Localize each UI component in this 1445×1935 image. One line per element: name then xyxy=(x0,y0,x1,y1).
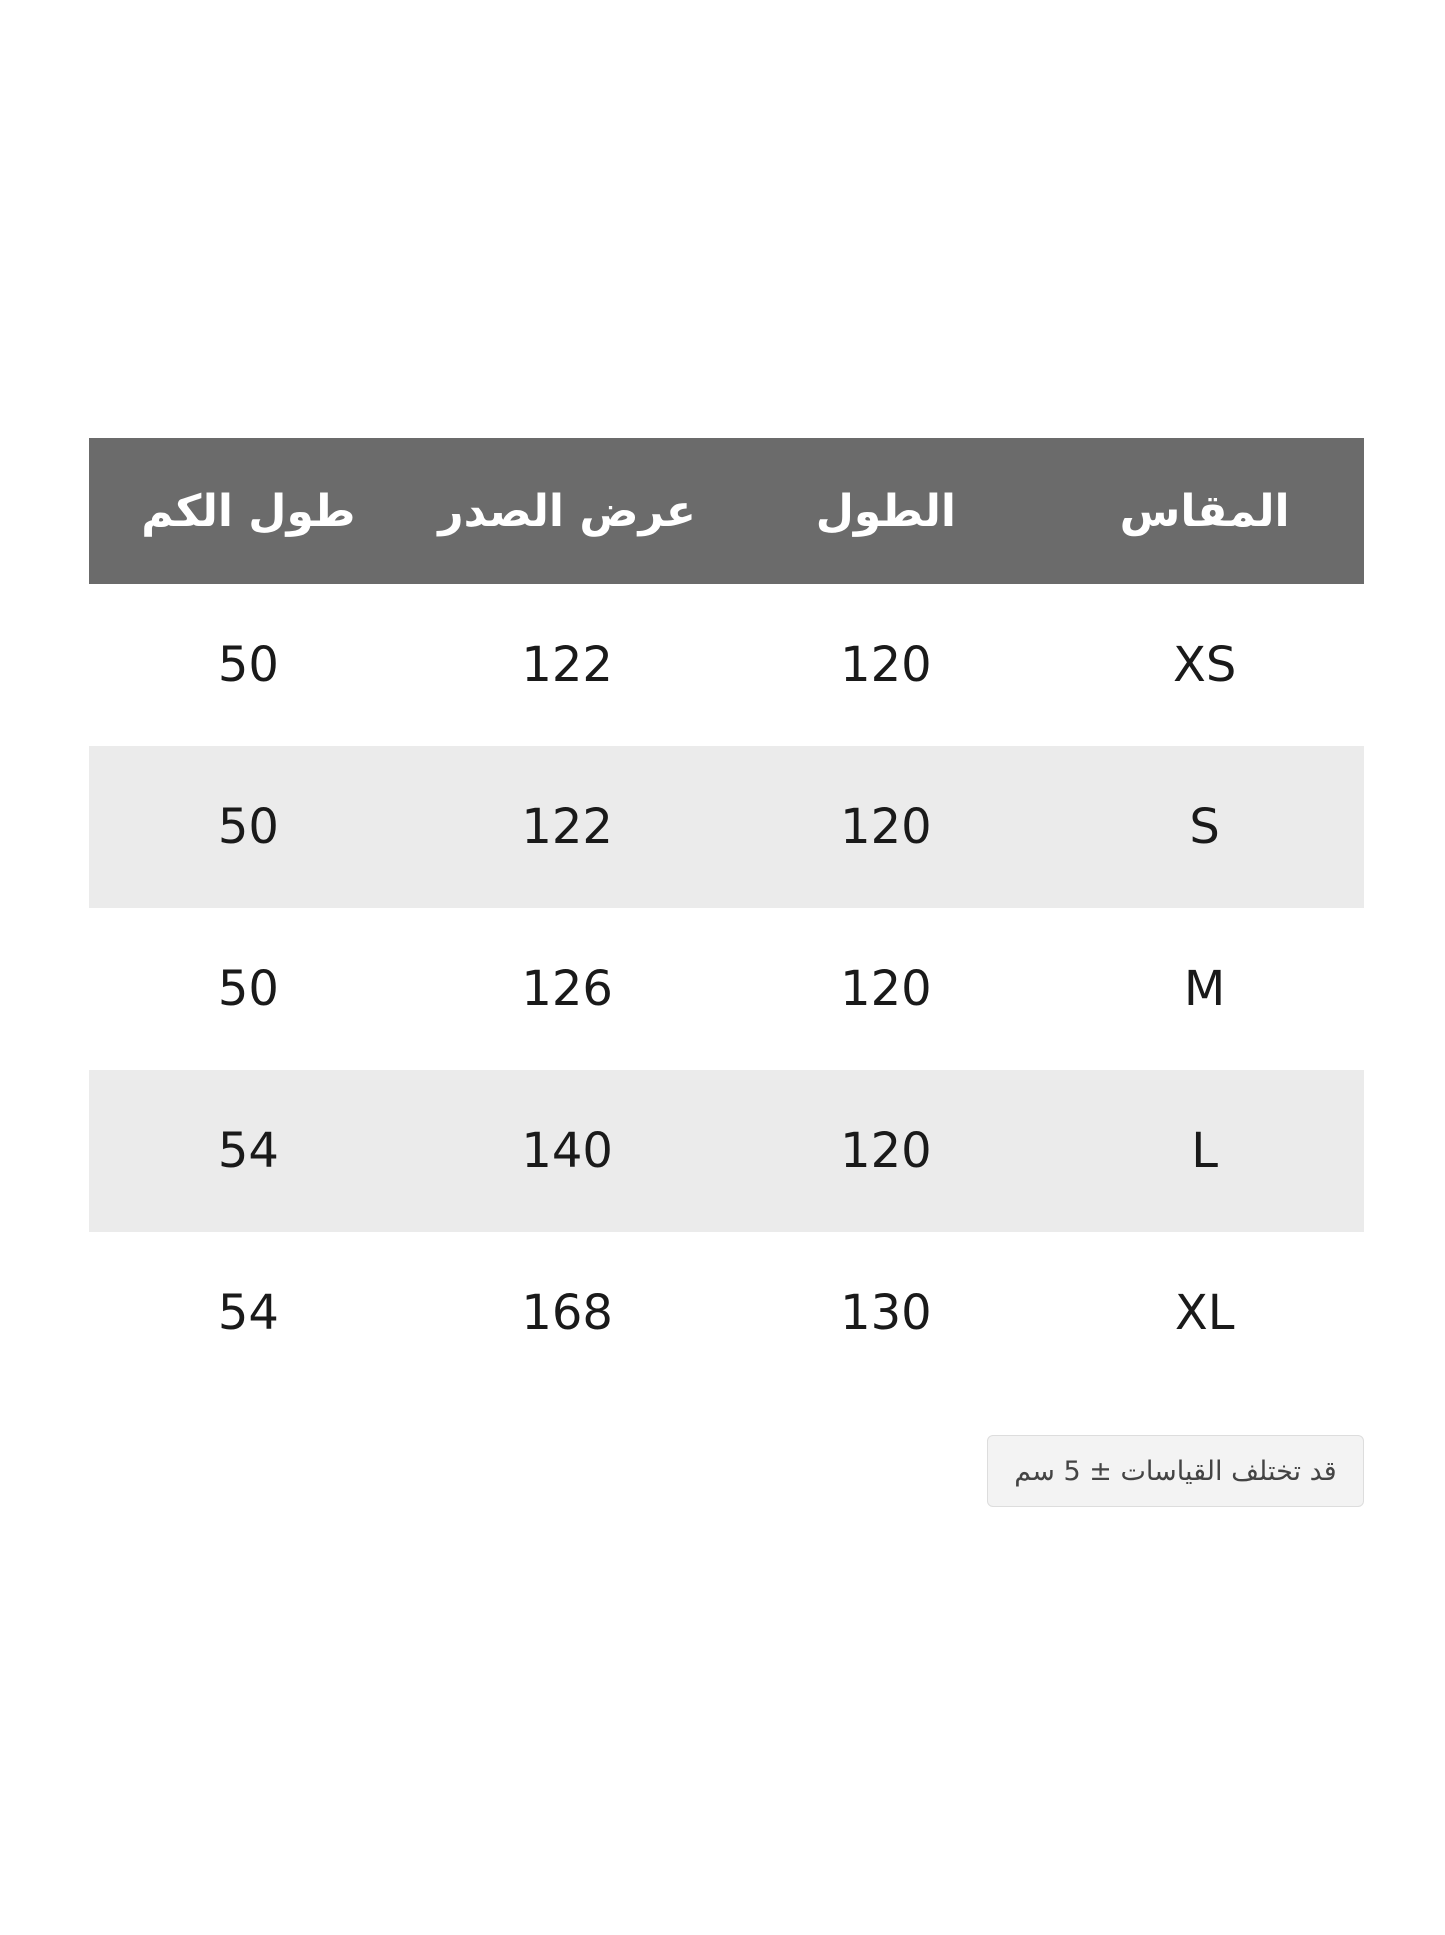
cell-chest-width: 126 xyxy=(521,961,613,1017)
header-chest-width: عرض الصدر xyxy=(438,485,696,537)
size-chart-header xyxy=(89,438,1364,584)
cell-size: XL xyxy=(1174,1285,1235,1341)
cell-sleeve-length: 50 xyxy=(217,799,279,855)
table-row xyxy=(89,1232,1364,1394)
cell-size: S xyxy=(1189,799,1220,855)
header-row xyxy=(89,438,1364,584)
cell-length: 120 xyxy=(840,799,932,855)
measurement-note-text: قد تختلف القياسات ± 5 سم xyxy=(1014,1455,1337,1487)
cell-sleeve-length: 54 xyxy=(217,1285,279,1341)
table-row xyxy=(89,1070,1364,1232)
header-sleeve-length: طول الكم xyxy=(141,485,356,537)
table-row xyxy=(89,746,1364,908)
cell-chest-width: 140 xyxy=(521,1123,613,1179)
cell-chest-width: 122 xyxy=(521,637,613,693)
cell-size: XS xyxy=(1172,637,1237,693)
cell-length: 120 xyxy=(840,637,932,693)
cell-sleeve-length: 50 xyxy=(217,961,279,1017)
cell-length: 130 xyxy=(840,1285,932,1341)
cell-sleeve-length: 50 xyxy=(217,637,279,693)
cell-length: 120 xyxy=(840,961,932,1017)
table-row xyxy=(89,908,1364,1070)
table-row xyxy=(89,584,1364,746)
cell-sleeve-length: 54 xyxy=(217,1123,279,1179)
header-size: المقاس xyxy=(1119,485,1290,537)
cell-chest-width: 122 xyxy=(521,799,613,855)
measurement-note xyxy=(987,1435,1364,1507)
cell-chest-width: 168 xyxy=(521,1285,613,1341)
cell-size: M xyxy=(1183,961,1226,1017)
size-chart-table xyxy=(89,438,1364,1394)
size-chart-body xyxy=(89,584,1364,1394)
header-length: الطول xyxy=(815,485,956,537)
cell-length: 120 xyxy=(840,1123,932,1179)
cell-size: L xyxy=(1191,1123,1218,1179)
